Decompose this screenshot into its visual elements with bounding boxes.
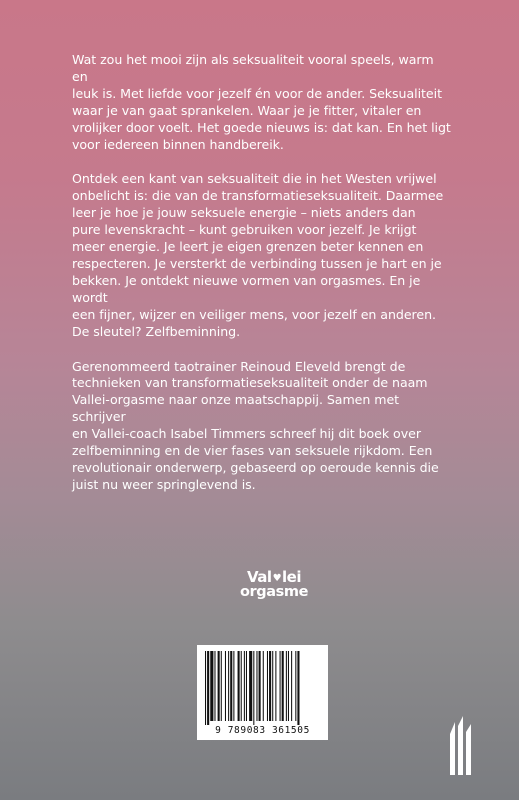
text-line: onbelicht is: die van de transformatieseksualiteit. Daarmee	[72, 188, 444, 204]
text-line: respecteren. Je versterkt de verbinding tussen je hart en je	[72, 255, 442, 271]
text-line: revolutionair onderwerp, gebaseerd op oeroude kennis die	[72, 459, 439, 475]
text-line: vrolijker door voelt. Het goede nieuws is: dat kan. En het ligt	[72, 119, 451, 135]
text-line: Gerenommeerd taotrainer Reinoud Eleveld brengt de	[72, 358, 406, 374]
text-line: Wat zou het mooi zijn als seksualiteit vooral speels, warm en	[72, 52, 434, 84]
blurb-paragraph-1	[72, 52, 452, 153]
text-line: zelfbeminning en de vier fases van seksuele rijkdom. Een	[72, 443, 433, 459]
text-line: leer je hoe je jouw seksuele energie – niets anders dan	[72, 205, 416, 221]
blurb-paragraph-3	[72, 359, 452, 494]
text-line: pure levenskracht – kunt gebruiken voor jezelf. Je krijgt	[72, 222, 417, 238]
text-line: Ontdek een kant van seksualiteit die in het Westen vrijwel	[72, 171, 437, 187]
logo-line-2: orgasme	[239, 584, 309, 600]
isbn-number: 9 789083 361505	[215, 725, 310, 736]
text-line: juist nu weer springlevend is.	[72, 476, 256, 492]
logo-line-1: Val ♥ lei	[247, 568, 301, 586]
text-line: Vallei-orgasme naar onze maatschappij. Samen met schrijver	[72, 392, 400, 425]
publisher-logo-icon	[447, 714, 473, 776]
text-line: waar je van gaat sprankelen. Waar je je fitter, vitaler en	[72, 102, 422, 118]
vallei-orgasme-logo	[229, 570, 319, 600]
heart-icon: ♥	[272, 573, 282, 584]
text-line: een fijner, wijzer en veiliger mens, voor jezelf en anderen.	[72, 306, 436, 322]
blurb	[72, 52, 452, 512]
text-line: De sleutel? Zelfbeminning.	[72, 323, 241, 339]
text-line: bekken. Je ontdekt nieuwe vormen van orgasmes. En je wordt	[72, 272, 421, 305]
text-line: meer energie. Je leert je eigen grenzen beter kennen en	[72, 239, 424, 255]
text-line: voor iedereen binnen handbereik.	[72, 136, 284, 152]
text-line: leuk is. Met liefde voor jezelf én voor de ander. Seksualiteit	[72, 85, 442, 101]
blurb-paragraph-2	[72, 171, 452, 340]
text-line: en Vallei-coach Isabel Timmers schreef hij dit boek over	[72, 426, 421, 442]
isbn-barcode	[197, 645, 328, 740]
text-line: technieken van transformatieseksualiteit onder de naam	[72, 375, 428, 391]
